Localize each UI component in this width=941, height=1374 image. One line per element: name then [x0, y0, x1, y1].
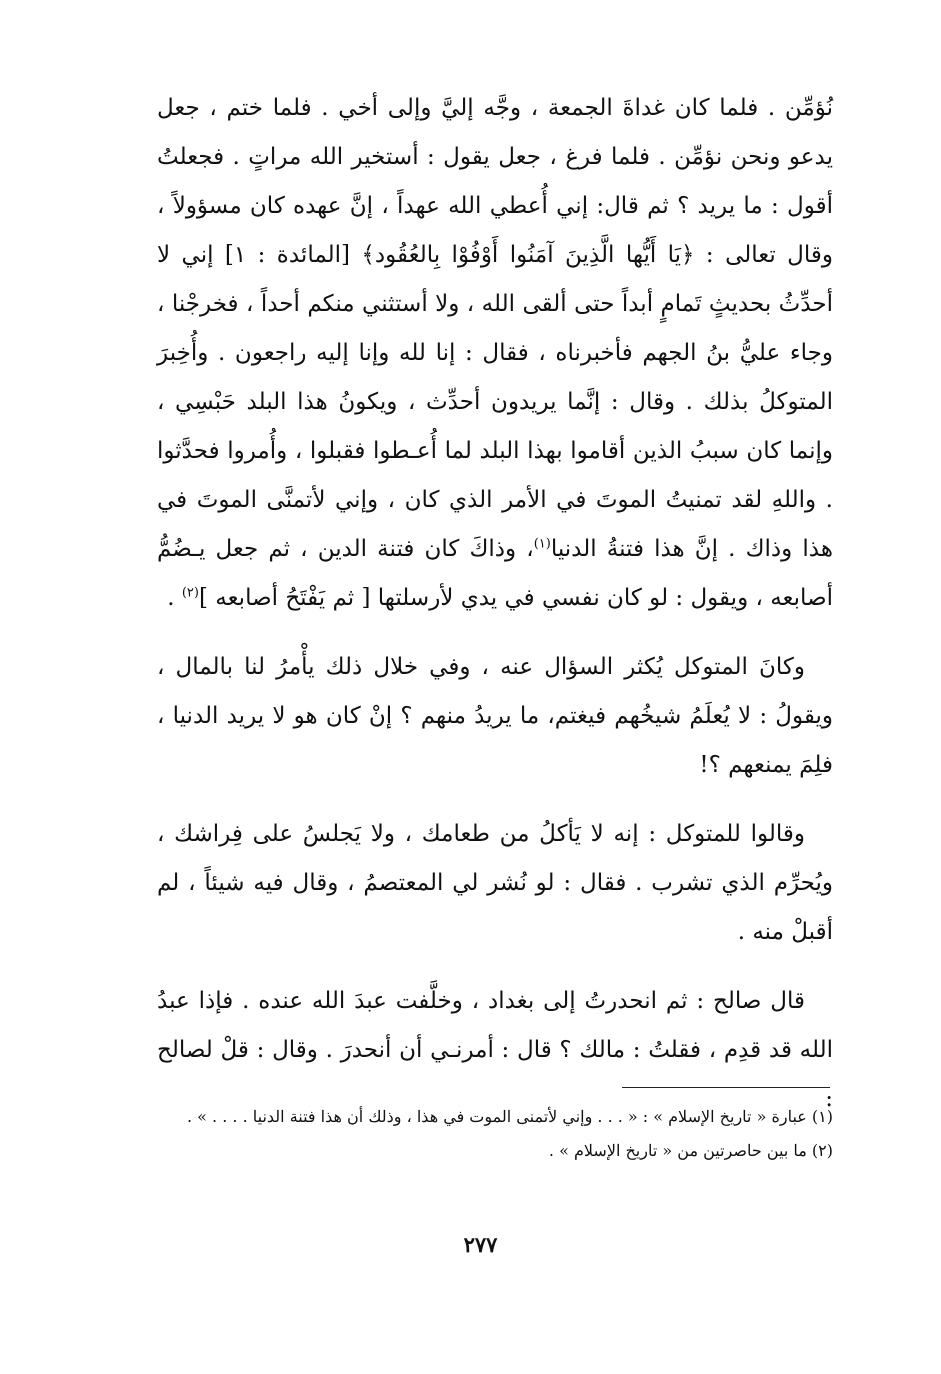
page-number: ٢٧٧: [463, 1232, 498, 1257]
main-text: [157, 84, 833, 1124]
paragraph-1-text-a: نُؤمِّن . فلما كان غداةَ الجمعة ، وجَّه إليَّ وإلى أخي . فلما ختم ، جعل يدعو ونحن نؤمِّن . فلما فرغ ، جعل يقول : أستخير الله مراتٍ . فجعلتُ أقول : ما يريد ؟ ثم قال: إني أُعطي الله عهداً ، إنَّ عهده كان مسؤولاً ، وقال تعالى : ﴿يَا أَيُّها الَّذِينَ آمَنُوا أَوْفُوْا بِالعُقُود﴾ [المائدة : ١] إني لا أحدِّثُ بحديثٍ تَمامٍ أبداً حتى ألقى الله ، ولا أستثني منكم أحداً ، فخرجْنا ، وجاء عليُّ بنُ الجهم فأخبرناه ، فقال : إنا لله وإنا إليه راجعون . وأُخِبرَ المتوكلُ بذلك . وقال : إنَّما يريدون أحدِّث ، ويكونُ هذا البلد حَبْسِي ، وإنما كان سببُ الذين أقاموا بهذا البلد لما أُعـطوا فقبلوا ، وأُمروا فحدَّثوا . واللهِ لقد تمنيتُ الموتَ في الأمر الذي كان ، وإني لأتمنَّى الموتَ في هذا وذاك . إنَّ هذا فتنةُ الدنيا: [157, 95, 833, 562]
paragraph-1-text-b: ، وذاكَ كان فتنة الدين ، ثم جعل يـضُمُّ أصابعه ، ويقول : لو كان نفسي في يدي لأرسلتها [ ثم يَفْتَحُ أصابعه ]: [157, 536, 833, 611]
footnote-ref-2: (٢): [181, 585, 199, 601]
paragraph-4-text: قال صالح : ثم انحدرتُ إلى بغداد ، وخلَّفت عبدَ الله عنده . فإذا عبدُ الله قد قدِم ، فقلتُ : مالك ؟ قال : أمرنـي أن أنحدرَ . وقال : قلْ لصالح :: [157, 988, 833, 1112]
paragraph-2: [157, 643, 833, 790]
footnotes: [157, 1100, 833, 1168]
paragraph-3-text: وقالوا للمتوكل : إنه لا يَأكلُ من طعامك ، ولا يَجلسُ على فِراشك ، ويُحرِّم الذي تشرب . فقال : لو نُشر لي المعتصمُ ، وقال فيه شيئاً ، لم أقبلْ منه .: [157, 821, 833, 945]
footnote-1: (١) عبارة « تاريخ الإسلام » : « . . . وإني لأتمنى الموت في هذا ، وذلك أن هذا فتنة الدنيا . . . . » .: [187, 1107, 833, 1126]
footnote-divider: [622, 1087, 830, 1088]
footnote-ref-1: (١): [533, 536, 551, 552]
paragraph-1: [157, 84, 833, 623]
paragraph-1-text-c: .: [167, 585, 182, 611]
paragraph-2-text: وكانَ المتوكل يُكثر السؤال عنه ، وفي خلال ذلك يأْمرُ لنا بالمال ، ويقولُ : لا يُعلَمُ شيخُهم فيغتم، ما يريدُ منهم ؟ إنْ كان هو لا يريد الدنيا ، فلِمَ يمنعهم ؟!: [157, 654, 833, 778]
footnote-2: (٢) ما بين حاصرتين من « تاريخ الإسلام » .: [548, 1141, 833, 1160]
paragraph-3: [157, 810, 833, 957]
